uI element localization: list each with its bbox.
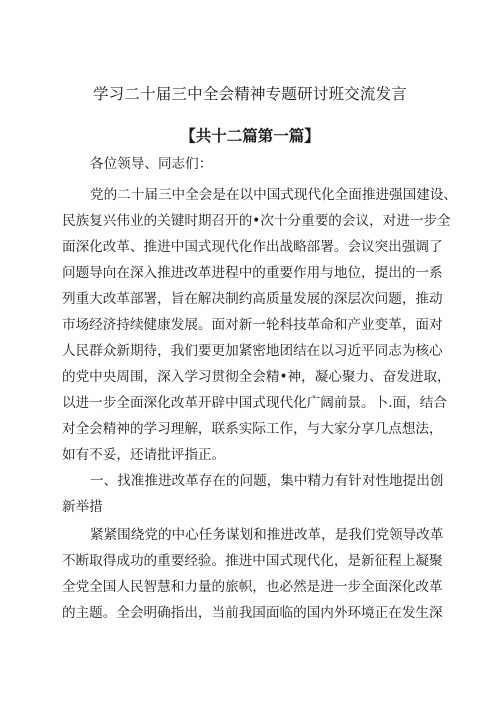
salutation-line: 各位领导、同志们： [90, 156, 213, 172]
paragraph-line: 不断取得成功的重要经验。推进中国式现代化，是新征程上凝聚 [62, 553, 443, 569]
document-subtitle: 【共十二篇第一篇】 [180, 127, 320, 145]
paragraph-line: 全党全国人民智慧和力量的旅帜，也必然是进一步全面深化改革 [62, 579, 443, 595]
paragraph-line: 紧紧围绕党的中心任务谋划和推进改革，是我们党领导改革 [90, 527, 444, 543]
paragraph-line: 对全会精神的学习理解，联系实际工作，与大家分享几点想法， [62, 421, 443, 437]
paragraph-line: 问题导向在深入推进改革进程中的重要作用与地位，提出的一系 [62, 265, 443, 281]
paragraph-line: 的党中央周围，深入学习贯彻全会精•神，凝心聚力、奋发进取， [62, 369, 451, 385]
paragraph-line: 民族复兴伟业的关键时期召开的•次十分重要的会议，对进一步全 [62, 213, 451, 229]
section-heading-line: 新举措 [62, 499, 103, 515]
paragraph-line: 人民群众新期待，我们要更加紧密地团结在以习近平同志为核心 [62, 343, 443, 359]
paragraph-line: 以进一步全面深化改革开辟中国式现代化广阔前景。卜.面，结合 [62, 395, 447, 411]
section-heading-line: 一、找准推进改革存在的问题，集中精力有针对性地提出创 [90, 473, 444, 489]
paragraph-line: 列重大改革部署，旨在解决制约高质量发展的深层次问题，推动 [62, 291, 443, 307]
paragraph-line: 的主题。全会明确指出，当前我国面临的国内外环境正在发生深 [62, 605, 443, 621]
paragraph-line: 如有不妥，还请批评指正。 [62, 447, 226, 463]
document-title: 学习二十届三中全会精神专题研讨班交流发言 [92, 85, 407, 103]
paragraph-line: 党的二十届三中全会是在以中国式现代化全面推进强国建设、 [90, 187, 458, 203]
paragraph-line: 面深化改革、推进中国式现代化作出战略部署。会议突出强调了 [62, 239, 443, 255]
paragraph-line: 市场经济持续健康发展。面对新一轮科技革命和产业变革，面对 [62, 317, 443, 333]
